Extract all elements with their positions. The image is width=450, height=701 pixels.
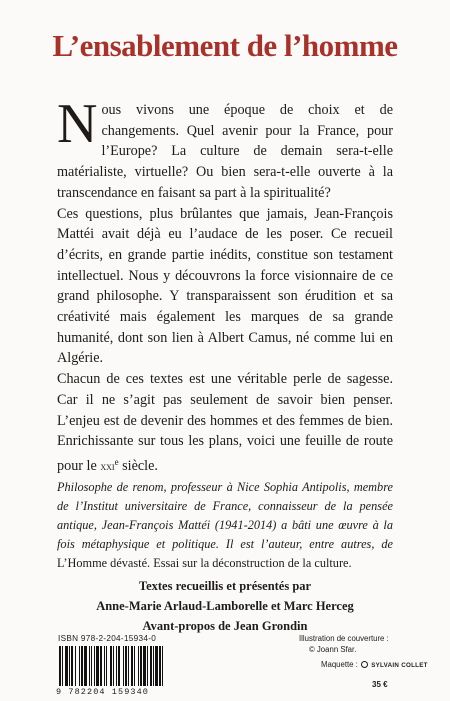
book-title: L’ensablement de l’homme: [52, 28, 398, 63]
referenced-book-title: L’Homme dévasté. Essai sur la déconstruction de la culture: [57, 555, 349, 570]
maquette-label: Maquette :: [321, 660, 358, 669]
isbn: ISBN 978-2-204-15934-0: [58, 634, 157, 643]
maquette-logo-text: SYLVAIN COLLET: [371, 662, 428, 669]
century-superscript: e: [114, 456, 119, 467]
price: 35 €: [372, 680, 388, 689]
credits-line-1: Textes recueillis et présentés par: [138, 579, 312, 593]
blurb-paragraph-3: Chacun de ces textes est une véritable perle de sagesse. Car il ne s’agit pas seulement de savoir bien penser. L’enjeu est de devenir des hommes et des femmes de bien. Enrichissante sur tous les plans, voici une feuille de route pour le xxi$^e$ siècle.: [57, 371, 393, 474]
drop-cap: N: [57, 93, 98, 155]
barcode-icon: [57, 646, 198, 692]
barcode-bars: [57, 646, 198, 686]
credits-line-3: Avant-propos de Jean Grondin: [142, 619, 308, 633]
illustration-label: Illustration de couverture :: [299, 634, 389, 643]
blurb: [57, 93, 393, 477]
editorial-credits: [0, 576, 450, 636]
blurb-paragraph-2: Ces questions, plus brûlantes que jamais, Jean-François Mattéi avait déjà eu l’audace de les poser. Ce recueil d’écrits, en grande partie inédits, constitue son testament intellectuel. Nous y découvrons la force visionnaire de ce grand philosophe. Y transparaissent son érudition et sa créativité mais également les marques de sa grande humanité, dont son lien à Albert Camus, né comme lui en Algérie.: [57, 205, 393, 367]
barcode-digits: 9 782204 159340: [56, 687, 150, 697]
credits-line-2: Anne-Marie Arlaud-Lamborelle et Marc Herceg: [96, 599, 354, 613]
maquette-credit: [321, 660, 428, 669]
illustration-name: © Joann Sfar.: [309, 644, 357, 654]
author-bio: Philosophe de renom, professeur à Nice Sophia Antipolis, membre de l’Institut universitaire de France, connaisseur de la pensée antique, Jean-François Mattéi (1941-2014) a bâti une œuvre à la fois métaphysique et politique. Il est l’auteur, entre autres, de L’Homme dévasté. Essai sur la déconstruction de la culture.: [57, 480, 393, 570]
century-numeral: xxi: [100, 458, 115, 473]
sylvain-collet-logo-icon: [361, 661, 368, 668]
illustration-credit: [299, 634, 389, 655]
blurb-paragraph-1: Nous vivons une époque de choix et de changements. Quel avenir pour la France, pour l’Europe? La culture de demain sera-t-elle matérialiste, virtuelle? Ou bien sera-t-elle ouverte à la transcendance en faisant sa part à la spiritualité?: [57, 93, 393, 201]
